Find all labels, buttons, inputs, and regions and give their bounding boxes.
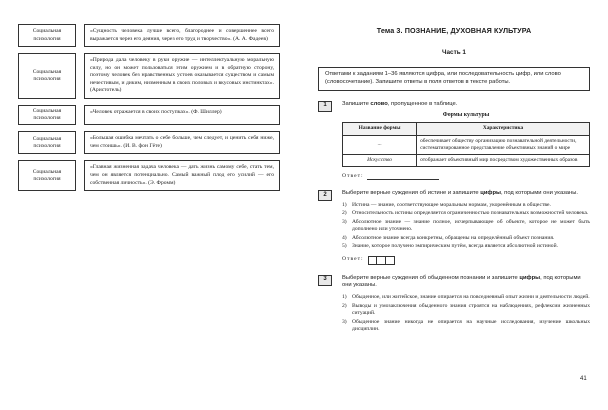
answer-cells[interactable]	[368, 256, 395, 265]
row-quote: «Природа дала человеку в руки оружие — интеллектуальную моральную силу, но он может пользоваться этим оружием и в обратную сторону, поэтому человек без нравственных устоев оказывается существом и самым нечестивым, и диким, низменным в своих половых и вкусовых инстинктах». (Аристотель)	[84, 53, 280, 99]
prompt-text: Выберите верные суждения об обыденном познании и запишите	[342, 274, 520, 281]
list-item	[342, 303, 590, 318]
table-cell: обеспечивает обществу организацию познавательной деятельности, систематизированное представление объективных знаний о мире	[417, 135, 590, 154]
culture-forms-table	[342, 122, 590, 166]
task-number: 1	[318, 101, 332, 112]
option-text: Относительность истины определяется ограниченностью познавательных возможностей человека.	[352, 210, 589, 217]
row-label: Социальная психология	[18, 105, 76, 126]
option-number: 5)	[342, 243, 347, 250]
option-text: Обыденное знание никогда не опирается на научные исследования, изучение школьных дисциплин.	[352, 318, 590, 332]
option-number: 2)	[342, 302, 347, 309]
instructions-box: Ответами к заданиям 1–36 являются цифра, или последовательность цифр, или слово (словосочетание). Запишите ответы в поля ответов в тексте работы.	[318, 67, 590, 91]
prompt-bold: слово	[370, 100, 388, 107]
task-prompt	[342, 101, 590, 109]
quote-row	[18, 24, 280, 47]
list-item	[342, 235, 590, 242]
table-title: Формы культуры	[442, 112, 490, 119]
table-row	[343, 135, 590, 154]
quote-row	[18, 131, 280, 154]
task-body	[332, 275, 590, 335]
row-quote: «Сущность человека лучше всего, благороднее и совершеннее всего выражается через его деяния, через его труд и творчество». (А. А. Фадеев)	[84, 24, 280, 47]
answer-label: Ответ:	[342, 256, 364, 263]
table-cell: ...	[343, 135, 417, 154]
option-text: Обыденное, или житейское, знание опирается на повседневный опыт жизни и деятельности людей.	[352, 294, 590, 301]
task-1	[318, 101, 590, 181]
task-number: 2	[318, 190, 332, 201]
task-body	[332, 190, 590, 264]
table-cell: отображает объективный мир посредством художественных образов	[417, 154, 590, 166]
answer-boxes	[342, 256, 590, 265]
answer-cell[interactable]	[368, 256, 377, 265]
options-list	[342, 294, 590, 333]
task-number: 3	[318, 275, 332, 286]
page-number: 41	[580, 376, 587, 382]
prompt-text: , под которыми они указаны.	[342, 274, 581, 289]
quote-row	[18, 160, 280, 191]
list-item	[342, 210, 590, 217]
row-label: Социальная психология	[18, 24, 76, 47]
task-2	[318, 190, 590, 264]
table-row	[343, 154, 590, 166]
task-prompt	[342, 190, 590, 198]
row-quote: «Человек отражается в своих поступках». (Ф. Шиллер)	[84, 105, 280, 126]
answer-cell[interactable]	[377, 256, 386, 265]
list-item	[342, 202, 590, 209]
task-body	[332, 101, 590, 181]
row-quote: «Большая ошибка мечтать о себе больше, чем следует, и ценить себя ниже, чем стоишь». (И. В. фон Гёте)	[84, 131, 280, 154]
option-text: Выводы и умозаключения обыденного знания строятся на наблюдениях, рефлексии жизненных ситуаций.	[352, 302, 590, 317]
option-text: Истина — знание, соответствующее моральным нормам, укоренённым в обществе.	[352, 201, 551, 208]
part-title: Часть 1	[442, 49, 466, 56]
prompt-bold: цифры	[480, 190, 501, 197]
option-text: Абсолютное знание всегда конкретны, обращены на определённый объект познания.	[352, 234, 555, 241]
left-page	[18, 24, 280, 197]
table-header: Название формы	[343, 123, 417, 135]
right-page	[318, 24, 590, 334]
answer-label: Ответ:	[342, 172, 364, 179]
prompt-bold: цифры	[519, 274, 541, 281]
row-label: Социальная психология	[18, 131, 76, 154]
theme-title: Тема 3. ПОЗНАНИЕ, ДУХОВНАЯ КУЛЬТУРА	[376, 26, 532, 35]
option-number: 3)	[342, 318, 347, 325]
answer-line[interactable]	[342, 173, 590, 181]
list-item	[342, 319, 590, 334]
prompt-text: Выберите верные суждения об истине и запишите	[342, 190, 481, 197]
option-number: 2)	[342, 210, 347, 217]
row-label: Социальная психология	[18, 160, 76, 191]
quote-row	[18, 105, 280, 126]
table-header: Характеристика	[417, 123, 590, 135]
list-item	[342, 294, 590, 301]
option-text: Абсолютное знание — знание полное, исчерпывающее об объекте, которое не может быть дополнено или уточнено.	[352, 218, 590, 233]
option-number: 4)	[342, 234, 347, 241]
options-list	[342, 202, 590, 251]
row-label: Социальная психология	[18, 53, 76, 99]
quote-row	[18, 53, 280, 99]
prompt-text: , под которыми они указаны.	[500, 190, 578, 197]
list-item	[342, 243, 590, 250]
table-cell: Искусство	[343, 154, 417, 166]
option-number: 1)	[342, 201, 347, 208]
task-3	[318, 275, 590, 335]
row-quote: «Главная жизненная задача человека — дать жизнь самому себе, стать тем, чем он является потенциально. Самый важный плод его усилий — его собственная личность». (Э. Фромм)	[84, 160, 280, 191]
option-number: 1)	[342, 294, 347, 301]
answer-cell[interactable]	[386, 256, 395, 265]
task-prompt	[342, 275, 590, 291]
answer-field[interactable]	[367, 179, 439, 180]
option-number: 3)	[342, 218, 347, 225]
prompt-text: , пропущенное в таблице.	[387, 100, 458, 107]
option-text: Знание, которое получено эмпирическим путём, всегда является абсолютной истиной.	[352, 243, 558, 250]
list-item	[342, 219, 590, 234]
prompt-text: Запишите	[342, 100, 371, 107]
